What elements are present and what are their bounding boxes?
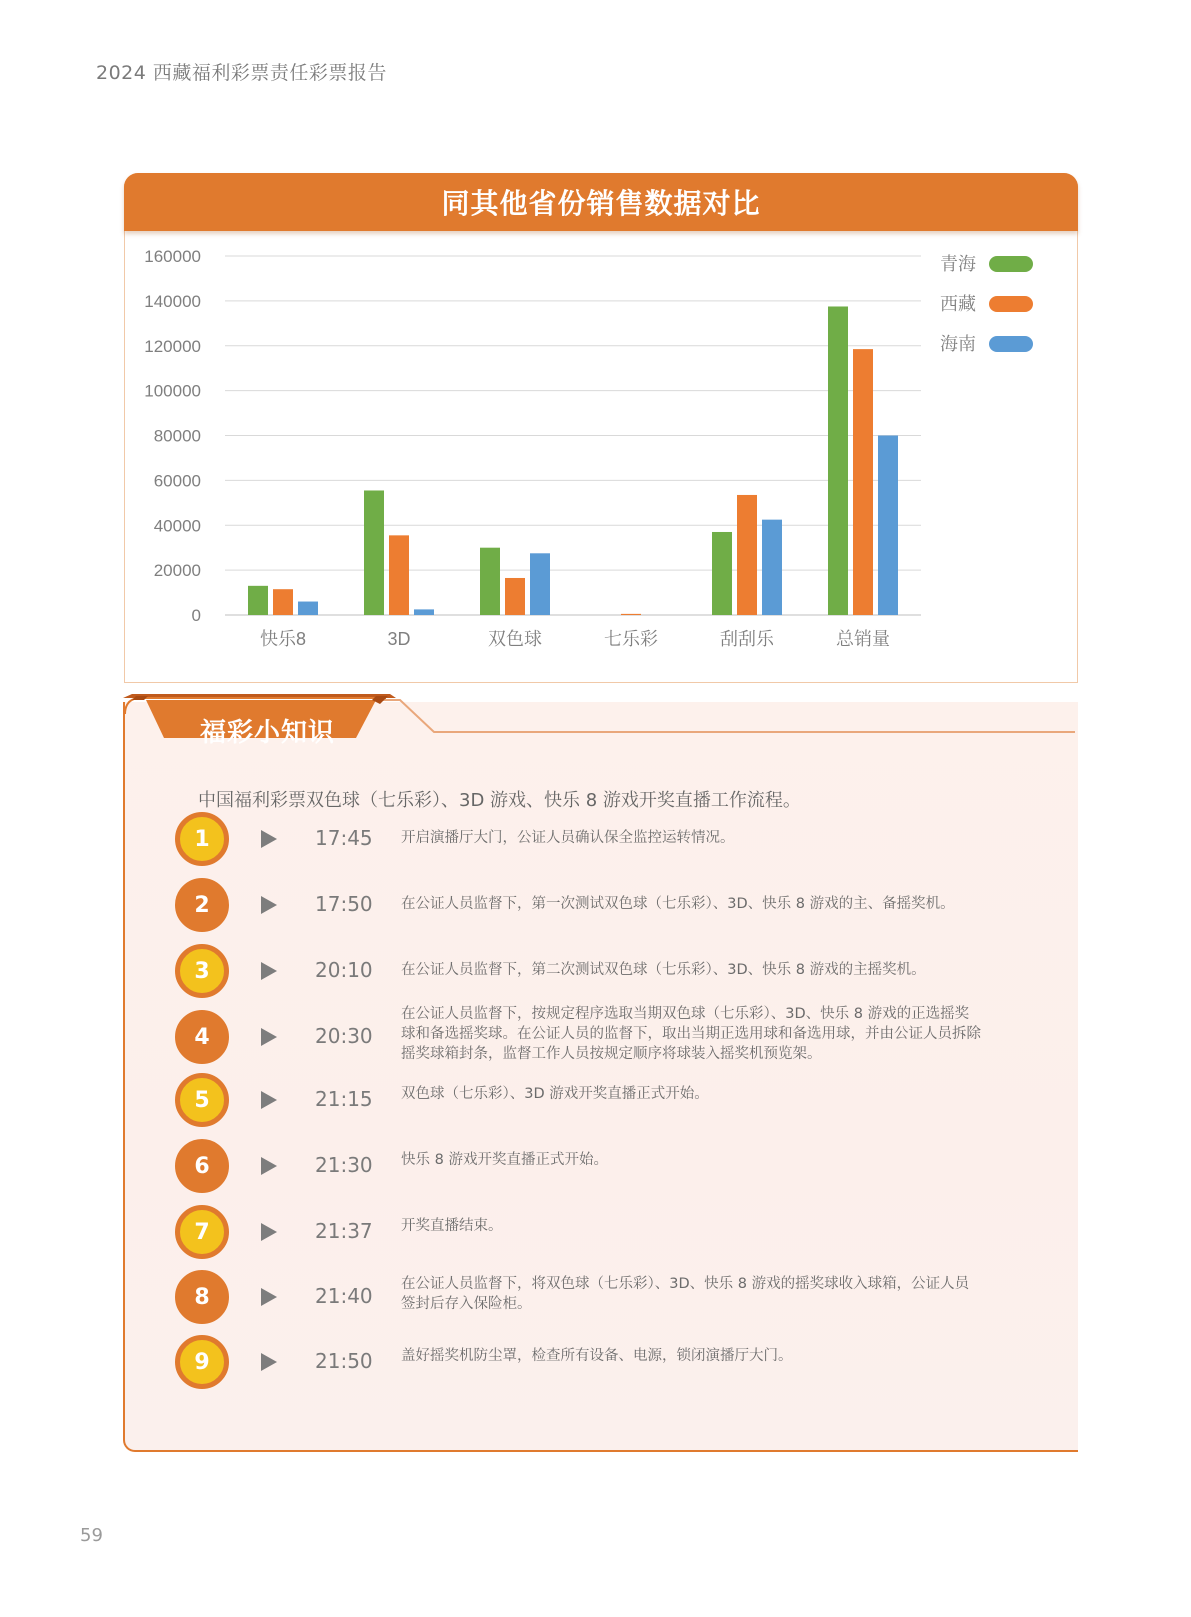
play-arrow-icon (261, 1157, 277, 1175)
play-arrow-icon (261, 1353, 277, 1371)
step-number-badge (175, 1010, 229, 1064)
workflow-step (175, 1205, 1005, 1265)
step-time: 21:50 (315, 1349, 373, 1373)
step-number: 1 (194, 826, 210, 852)
step-number-badge (175, 878, 229, 932)
step-time: 17:45 (315, 826, 373, 850)
play-arrow-icon (261, 1288, 277, 1306)
step-time: 20:30 (315, 1024, 373, 1048)
y-tick-label: 0 (191, 606, 201, 625)
workflow-step (175, 878, 1005, 938)
step-description: 快乐 8 游戏开奖直播正式开始。 (401, 1152, 608, 1168)
step-description: 开启演播厅大门，公证人员确认保全监控运转情况。 (401, 830, 735, 846)
x-category-label: 快乐8 (259, 629, 307, 649)
y-tick-label: 100000 (144, 381, 201, 401)
step-time: 20:10 (315, 958, 373, 982)
step-number-badge (175, 1205, 229, 1259)
workflow-step (175, 1335, 1005, 1395)
play-arrow-icon (261, 830, 277, 848)
step-description: 开奖直播结束。 (401, 1218, 503, 1234)
step-description: 在公证人员监督下，第二次测试双色球（七乐彩）、3D、快乐 8 游戏的主摇奖机。 (401, 962, 926, 978)
x-category-label: 3D (387, 629, 411, 649)
y-tick-label: 120000 (144, 336, 201, 356)
step-time: 17:50 (315, 892, 373, 916)
step-number: 2 (194, 892, 210, 918)
x-category-label: 刮刮乐 (720, 629, 774, 649)
play-arrow-icon (261, 962, 277, 980)
step-description: 在公证人员监督下，第一次测试双色球（七乐彩）、3D、快乐 8 游戏的主、备摇奖机。 (401, 896, 955, 912)
step-description: 在公证人员监督下，按规定程序选取当期双色球（七乐彩）、3D、快乐 8 游戏的正选摇奖球和备选摇奖球。在公证人员的监督下，取出当期正选用球和备选用球，并由公证人员拆除摇奖球箱封条，监督工作人员按规定顺序将球装入摇奖机预览架。 (401, 1006, 981, 1062)
y-tick-label: 20000 (153, 561, 201, 581)
legend-label: 西藏 (940, 294, 976, 314)
legend-label: 青海 (940, 254, 976, 274)
step-number: 7 (194, 1219, 210, 1245)
workflow-step (175, 812, 1005, 872)
y-tick-label: 140000 (144, 291, 201, 311)
workflow-step (175, 1006, 1005, 1070)
play-arrow-icon (261, 896, 277, 914)
workflow-step (175, 1139, 1005, 1199)
workflow-step (175, 944, 1005, 1004)
x-category-label: 双色球 (488, 629, 542, 649)
y-tick-label: 60000 (153, 471, 201, 491)
step-time: 21:37 (315, 1219, 373, 1243)
chart-title: 同其他省份销售数据对比 (441, 187, 761, 220)
step-description: 在公证人员监督下，将双色球（七乐彩）、3D、快乐 8 游戏的摇奖球收入球箱，公证人员签封后存入保险柜。 (401, 1276, 970, 1312)
workflow-step (175, 1270, 1005, 1330)
knowledge-tab-title: 福彩小知识 (200, 718, 336, 748)
knowledge-intro: 中国福利彩票双色球（七乐彩）、3D 游戏、快乐 8 游戏开奖直播工作流程。 (198, 790, 801, 811)
y-tick-label: 40000 (153, 516, 201, 536)
y-tick-label: 80000 (153, 426, 201, 446)
step-number-badge (175, 812, 229, 866)
step-number: 4 (194, 1024, 210, 1050)
step-number: 9 (194, 1349, 210, 1375)
step-number-badge (175, 1139, 229, 1193)
step-number: 5 (194, 1087, 210, 1113)
step-number: 3 (194, 958, 210, 984)
play-arrow-icon (261, 1091, 277, 1109)
x-category-label: 总销量 (836, 629, 890, 649)
report-header-title: 2024 西藏福利彩票责任彩票报告 (96, 62, 387, 84)
step-time: 21:15 (315, 1087, 373, 1111)
step-number-badge (175, 1335, 229, 1389)
x-category-label: 七乐彩 (604, 629, 658, 649)
workflow-step (175, 1073, 1005, 1133)
y-tick-label: 160000 (144, 247, 201, 266)
page-number: 59 (80, 1525, 103, 1546)
step-number: 6 (194, 1153, 210, 1179)
legend-label: 海南 (940, 334, 976, 354)
step-number-badge (175, 1270, 229, 1324)
step-time: 21:40 (315, 1284, 373, 1308)
play-arrow-icon (261, 1028, 277, 1046)
step-description: 双色球（七乐彩）、3D 游戏开奖直播正式开始。 (401, 1086, 709, 1102)
step-number-badge (175, 944, 229, 998)
step-time: 21:30 (315, 1153, 373, 1177)
step-number-badge (175, 1073, 229, 1127)
step-number: 8 (194, 1284, 210, 1310)
step-description: 盖好摇奖机防尘罩，检查所有设备、电源，锁闭演播厅大门。 (401, 1348, 793, 1364)
play-arrow-icon (261, 1223, 277, 1241)
